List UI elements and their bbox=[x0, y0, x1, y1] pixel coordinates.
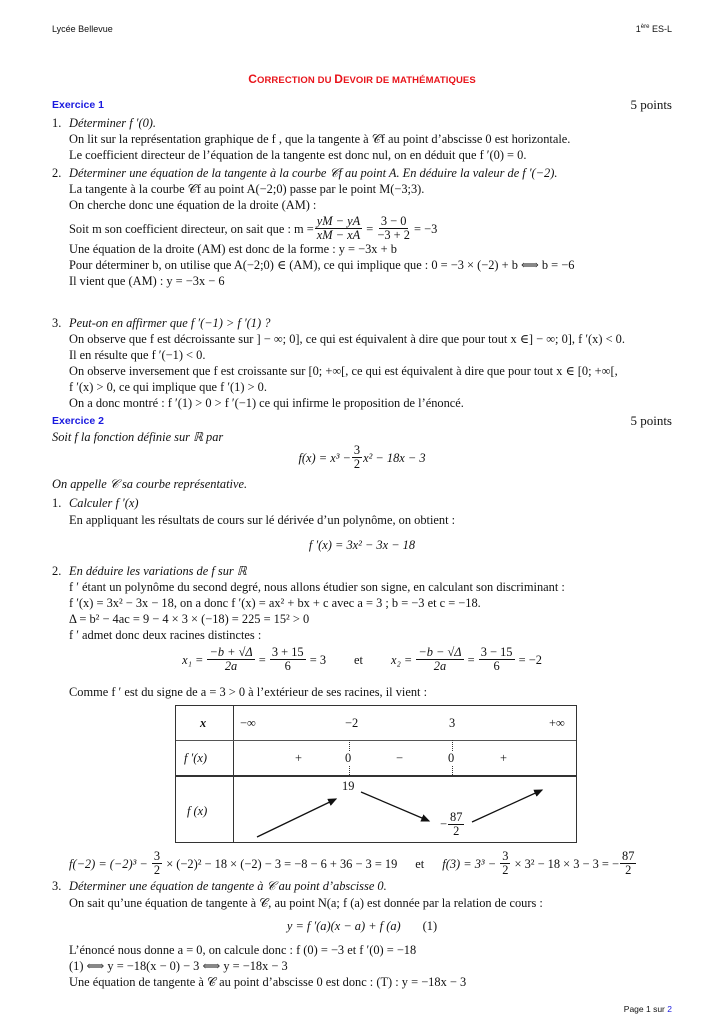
frac-den: −3 + 2 bbox=[377, 228, 410, 242]
ex2-q3-line-4: Une équation de tangente à 𝒞 au point d’abscisse 0 est donc : (T) : y = −18x − 3 bbox=[69, 975, 467, 989]
ex2-evaluations bbox=[69, 850, 637, 877]
ex2-q1-question: Calculer f ′(x) bbox=[69, 496, 139, 510]
frac-num: 3 bbox=[153, 849, 161, 863]
eval-left-rest: × (−2)² − 18 × (−2) − 3 = −8 − 6 + 36 − 3 = 19 bbox=[166, 856, 398, 871]
slope-text: Soit m son coefficient directeur, on sait que : m = bbox=[69, 221, 314, 236]
sign-minus: − bbox=[396, 751, 403, 765]
root1-result: = 3 bbox=[309, 652, 327, 667]
fdef-fraction bbox=[352, 444, 362, 471]
eval-left: f(−2) = (−2)³ − bbox=[69, 856, 148, 871]
title-cap-1: C bbox=[248, 72, 257, 86]
frac-num: yM − yA bbox=[316, 214, 361, 228]
ex1-q3-line-3: On observe inversement que f est croissante sur [0; +∞[, ce qui est équivalent à dire que pour tout x ∈ [0; +∞[, bbox=[69, 364, 618, 378]
frac-num: 87 bbox=[450, 810, 463, 824]
root1-frac1 bbox=[207, 646, 254, 673]
x-value-minus-inf: −∞ bbox=[240, 716, 256, 730]
ex2-q2-line-1: f ′ étant un polynôme du second degré, nous allons étudier son signe, en calculant son discriminant : bbox=[69, 580, 565, 594]
ex1-q1-num: 1. bbox=[52, 116, 62, 130]
formula-ref: (1) bbox=[422, 919, 438, 933]
fdef-right: x² − 18x − 3 bbox=[363, 450, 426, 465]
x-value-plus-inf: +∞ bbox=[549, 716, 565, 730]
frac-num: 3 + 15 bbox=[271, 645, 304, 659]
exercise-2-points: 5 points bbox=[630, 413, 672, 428]
frac-den: 2 bbox=[453, 824, 460, 838]
class-superscript: ère bbox=[640, 24, 650, 30]
ex1-q2-slope: Soit m son coefficient directeur, on sait que : m = $\frac{yM - yA}{xM - xA}$ = $\frac{3 - 0}{-3 + 2}$ = −3 bbox=[69, 214, 438, 242]
frac-den: 6 bbox=[493, 659, 500, 673]
ex2-q2-line-5: Comme f ′ est du signe de a = 3 > 0 à l’extérieur de ses racines, il vient : bbox=[69, 685, 428, 699]
ex2-q2-num: 2. bbox=[52, 564, 62, 578]
slope-result: = −3 bbox=[414, 221, 438, 236]
ex2-q2-question: En déduire les variations de f sur ℝ bbox=[69, 564, 247, 578]
sign-zero-2: 0 bbox=[448, 751, 455, 765]
root2-result: = −2 bbox=[518, 652, 542, 667]
title-cap-2: D bbox=[334, 72, 344, 86]
eval-left-frac bbox=[152, 850, 162, 877]
ex2-q3-line-1: On sait qu’une équation de tangente à 𝒞, au point N(a; f (a) est donnée par la relation de cours : bbox=[69, 896, 543, 910]
exercise-1-label: Exercice 1 bbox=[52, 99, 104, 111]
frac-den: 2a bbox=[433, 659, 447, 673]
frac-den: xM − xA bbox=[316, 228, 361, 242]
sign-plus-1: + bbox=[295, 751, 302, 765]
ex1-q1-line-2: Le coefficient directeur de l’équation de la tangente est donc nul, on en déduit que f ′(0) = 0. bbox=[69, 148, 527, 162]
ex1-q3-line-1: On observe que f est décroissante sur ] − ∞; 0], ce qui est équivalent à dire que pour tout x ∈] − ∞; 0], f ′(x) < 0. bbox=[69, 332, 625, 346]
ex2-intro: Soit f la fonction définie sur ℝ par bbox=[52, 430, 224, 444]
ex1-q2-line-1: La tangente à la courbe 𝒞f au point A(−2;0) passe par le point M(−3;3). bbox=[69, 182, 425, 196]
ex1-q1-line-1: On lit sur la représentation graphique de f , que la tangente à 𝒞f au point d’abscisse 0 est horizontale. bbox=[69, 132, 571, 146]
ex1-q2-line-4: Une équation de la droite (AM) est donc de la forme : y = −3x + b bbox=[69, 242, 397, 256]
ex2-q2-line-4: f ′ admet donc deux racines distinctes : bbox=[69, 628, 262, 642]
frac-den: 6 bbox=[284, 659, 291, 673]
roots-et: et bbox=[354, 652, 363, 667]
ex1-q3-line-2: Il en résulte que f ′(−1) < 0. bbox=[69, 348, 206, 362]
frac-num: 3 bbox=[502, 849, 509, 863]
frac-den: 2 bbox=[625, 863, 632, 877]
x-value-3: 3 bbox=[449, 716, 456, 730]
variation-arrows bbox=[176, 706, 578, 844]
frac-den: 2 bbox=[353, 457, 361, 471]
root1-label: x₁ = bbox=[182, 652, 204, 667]
ex1-q3-num: 3. bbox=[52, 316, 62, 330]
frac-num: −b − √Δ bbox=[418, 645, 462, 659]
page-title bbox=[0, 72, 724, 86]
tangent-formula: y = f ′(a)(x − a) + f (a) bbox=[286, 919, 401, 933]
ex2-q1-num: 1. bbox=[52, 496, 62, 510]
ex1-q2-line-6: Il vient que (AM) : y = −3x − 6 bbox=[69, 274, 225, 288]
title-word-2: EVOIR DE MATHÉMATIQUES bbox=[343, 75, 476, 86]
row-label-f: f (x) bbox=[187, 804, 208, 818]
ex2-curve: On appelle 𝒞 sa courbe représentative. bbox=[52, 477, 248, 491]
ex2-q3-num: 3. bbox=[52, 879, 62, 893]
root2-label: x₂ = bbox=[390, 652, 413, 667]
ex2-q2-line-3: Δ = b² − 4ac = 9 − 4 × 3 × (−18) = 225 = 15² > 0 bbox=[69, 612, 310, 626]
ex2-function-definition bbox=[0, 444, 724, 471]
frac-num: 3 bbox=[353, 443, 361, 457]
ex1-q1-question: Déterminer f ′(0). bbox=[69, 116, 157, 130]
ex1-q2-question: Déterminer une équation de la tangente à la courbe 𝒞f au point A. En déduire la valeur de f ′(−2). bbox=[69, 166, 558, 180]
frac-den: 2 bbox=[153, 863, 161, 877]
ex1-q2-line-5: Pour déterminer b, on utilise que A(−2;0) ∈ (AM), ce qui implique que : 0 = −3 × (−2) + b ⟺ b = −6 bbox=[69, 258, 575, 272]
root2-frac2 bbox=[479, 646, 515, 673]
root1-frac2 bbox=[270, 646, 306, 673]
eval-et: et bbox=[415, 856, 425, 871]
ex1-q3-question: Peut-on en affirmer que f ′(−1) > f ′(1) ? bbox=[69, 316, 271, 330]
eval-right-frac bbox=[500, 850, 510, 877]
ex2-q2-line-2: f ′(x) = 3x² − 3x − 18, on a donc f ′(x) = ax² + bx + c avec a = 3 ; b = −3 et c = −18. bbox=[69, 596, 481, 610]
sign-zero-1: 0 bbox=[345, 751, 352, 765]
min-sign: − bbox=[440, 817, 447, 831]
eval-right-result bbox=[620, 850, 636, 877]
root2-frac1 bbox=[416, 646, 463, 673]
frac-num: 3 − 0 bbox=[380, 214, 407, 228]
eval-right-rest: × 3² − 18 × 3 − 3 = − bbox=[514, 856, 619, 871]
exercise-2-label: Exercice 2 bbox=[52, 415, 104, 427]
frac-num: 3 − 15 bbox=[480, 645, 513, 659]
ex2-q1-result: f ′(x) = 3x² − 3x − 18 bbox=[308, 538, 416, 552]
header-school: Lycée Bellevue bbox=[52, 24, 113, 34]
frac-num: −b + √Δ bbox=[209, 645, 253, 659]
exercise-1-points: 5 points bbox=[630, 97, 672, 112]
ex2-q1-line: En appliquant les résultats de cours sur lé dérivée d’un polynôme, on obtient : bbox=[69, 513, 456, 527]
title-word-1: ORRECTION DU bbox=[256, 75, 335, 86]
fdef-left: f(x) = x³ − bbox=[298, 450, 351, 465]
ex1-q2-line-2: On cherche donc une équation de la droite (AM) : bbox=[69, 198, 317, 212]
ex2-q3-line-2: L’énoncé nous donne a = 0, on calcule donc : f (0) = −3 et f ′(0) = −18 bbox=[69, 943, 417, 957]
header-class bbox=[636, 24, 672, 34]
max-value: 19 bbox=[342, 779, 355, 793]
ex1-q2-num: 2. bbox=[52, 166, 62, 180]
variation-table bbox=[175, 705, 577, 843]
slope-fraction-1 bbox=[315, 215, 362, 242]
ex1-q3-line-4: f ′(x) > 0, ce qui implique que f ′(1) > 0. bbox=[69, 380, 267, 394]
frac-num: 87 bbox=[622, 849, 635, 863]
ex2-q3-question: Déterminer une équation de tangente à 𝒞 au point d’abscisse 0. bbox=[69, 879, 387, 893]
frac-den: 2a bbox=[224, 659, 238, 673]
row-label-x: x bbox=[200, 716, 207, 730]
sign-plus-2: + bbox=[500, 751, 507, 765]
frac-den: 2 bbox=[502, 863, 509, 877]
page-footer bbox=[624, 1004, 672, 1014]
ex1-q3-line-5: On a donc montré : f ′(1) > 0 > f ′(−1) ce qui infirme le proposition de l’énoncé. bbox=[69, 396, 464, 410]
page-prefix: Page 1 sur bbox=[623, 1004, 668, 1014]
ex2-q3-line-3: (1) ⟺ y = −18(x − 0) − 3 ⟺ y = −18x − 3 bbox=[69, 959, 288, 973]
slope-fraction-2 bbox=[377, 215, 410, 242]
class-number: 1 bbox=[635, 24, 641, 34]
ex2-roots: x₁ = $\frac{-b + √\Delta}{2a}$ = $\frac{3 + 15}{6}$ = 3 et x₂ = $\frac{-b - √\Delta}{2a}$ = $\frac{3 - 15}{6}$ = −2 bbox=[182, 645, 542, 673]
row-label-fprime: f ′(x) bbox=[184, 751, 208, 765]
class-name: ES-L bbox=[651, 24, 672, 34]
page-total-link[interactable]: 2 bbox=[667, 1004, 672, 1014]
ex2-q3-formula bbox=[0, 918, 724, 934]
eval-right: f(3) = 3³ − bbox=[442, 856, 497, 871]
x-value-minus-2: −2 bbox=[345, 716, 359, 730]
